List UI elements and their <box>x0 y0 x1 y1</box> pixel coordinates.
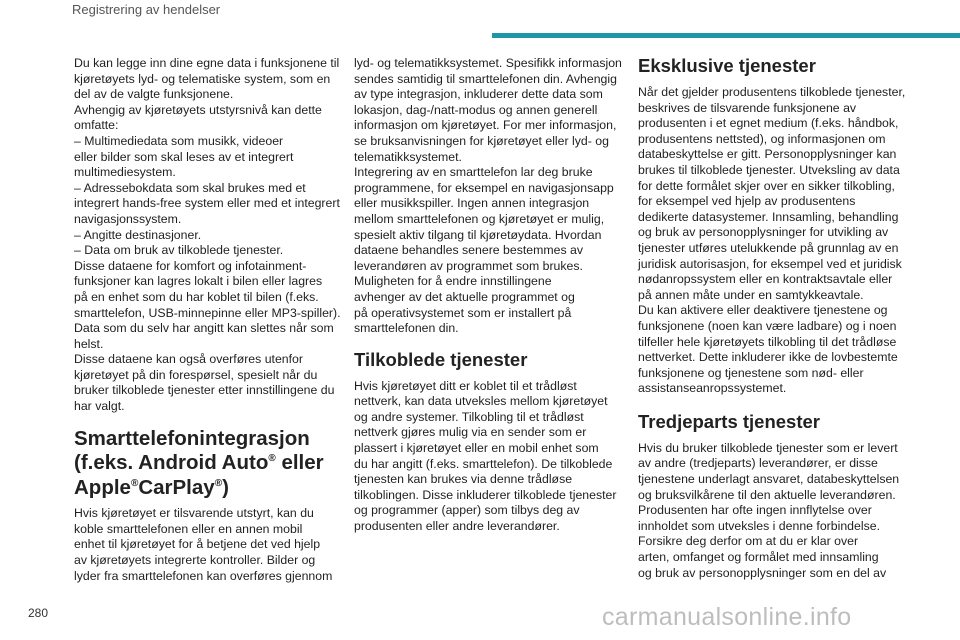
body-paragraph: Hvis kjøretøyet er tilsvarende utstyrt, kan du koble smarttelefonen eller en annen mobil enhet til kjøretøyet for å betjene det ved hjelp av kjøretøyets integrerte kontroller. Bilder og lyder fra smarttelefonen kan overføres gjennom <box>74 506 333 583</box>
heading-line <box>74 427 354 452</box>
registered-mark: ® <box>130 477 139 489</box>
heading-text: Smarttelefonintegrasjon <box>74 426 310 450</box>
body-paragraph: Du kan legge inn dine egne data i funksjonene til kjøretøyets lyd- og telematiske system, som en del av de valgte funksjonene. Avhengig av kjøretøyets utstyrsnivå kan dette omfatte: – Multimediedata som musikk, videoer eller bilder som skal leses av et integrert multimediesystem. – Adressebokdata som skal brukes med et integrert hands-free system eller med et integrert navigasjonssystem. – Angitte destinasjoner. – Data om bruk av tilkoblede tjenester. Disse dataene for komfort og infotainment- funksjoner kan lagres lokalt i bilen eller lagres på en enhet som du har koblet til bilen (f.eks. smarttelefon, USB-minnepinne eller MP3-spiller). Data som du selv har angitt kan slettes når som helst. Disse dataene kan også overføres utenfor kjøretøyet på din forespørsel, spesielt når du bruker tilkoblede tjenester etter innstillingene du har valgt. <box>74 56 341 414</box>
heading-line <box>74 476 354 501</box>
section-heading-exclusive <box>638 55 918 77</box>
heading-text: CarPlay <box>138 475 215 499</box>
heading-line <box>74 451 354 476</box>
registered-mark: ® <box>268 453 276 465</box>
body-paragraph: Hvis kjøretøyet ditt er koblet til et trådløst nettverk, kan data utveksles mellom kjøretøyet og andre systemer. Tilkobling til et trådløst nettverk gjøres mulig via en sender som er plassert i kjøretøyet eller en mobil enhet som du har angitt (f.eks. smarttelefon). De tilkoblede tjenesten kan brukes via denne trådløse tilkoblingen. Disse inkluderer tilkoblede tjenester og programmer (apper) som tilbys deg av produsenten eller andre leverandører. <box>354 378 617 534</box>
page-number: 280 <box>28 606 49 620</box>
running-header: Registrering av hendelser <box>72 2 221 17</box>
heading-text: Eksklusive tjenester <box>638 55 816 76</box>
heading-text: Apple <box>74 475 131 499</box>
heading-text: ) <box>222 475 229 499</box>
column-middle <box>354 56 628 535</box>
column-left <box>74 56 354 584</box>
heading-text: Tilkoblede tjenester <box>354 348 528 370</box>
heading-text: Tredjeparts tjenester <box>638 410 820 432</box>
column-right <box>638 56 918 581</box>
body-paragraph: Hvis du bruker tilkoblede tjenester som er levert av andre (tredjeparts) leverandører, er disse tjenestene underlagt ansvaret, databeskyttelsen og bruksvilkårene til den aktuelle leverandøren. Produsenten har ofte ingen innflytelse over innholdet som utveksles i denne forbindelse. Forsikre deg derfor om at du er klar over arten, omfanget og formålet med innsamling og bruk av personopplysninger som en del av <box>638 440 900 580</box>
registered-mark: ® <box>214 477 223 489</box>
heading-text: (f.eks. Android Auto <box>74 451 269 475</box>
body-paragraph: Når det gjelder produsentens tilkoblede tjenester, beskrives de tilsvarende funksjonene av produsenten i et egnet medium (f.eks. håndbok, produsentens nettsted), og informasjonen om databeskyttelse er gitt. Personopplysninger kan brukes til tilkoblede tjenester. Utveksling av data for dette formålet skjer over en sikker tilkobling, for eksempel ved hjelp av produsentens dedikerte datasystemer. Innsamling, behandling og bruk av personopplysninger for utvikling av tjenester utføres utelukkende på grunnlag av en juridisk autorisasjon, for eksempel ved et juridisk nødanropssystem eller en kontraktsavtale eller på annen måte under en samtykkeavtale. Du kan aktivere eller deaktivere tjenestene og funksjonene (noen kan være ladbare) og i noen tilfeller hele kjøretøyets tilkobling til det trådløse nettverket. Dette inkluderer ikke de lovbestemte funksjonene og tjenestene som nød- eller assistanseanropssystemet. <box>638 85 906 396</box>
section-heading-smartphone <box>74 427 354 501</box>
watermark: carmanualsonline.info <box>602 603 852 631</box>
section-heading-third-party <box>638 411 918 433</box>
heading-text: eller <box>275 451 324 475</box>
header-accent-bar <box>492 33 960 38</box>
section-heading-connected <box>354 349 628 371</box>
body-paragraph: lyd- og telematikksystemet. Spesifikk informasjon sendes samtidig til smarttelefonen din. Avhengig av type integrasjon, inkluderer dette data som lokasjon, dag-/natt-modus og annen generell informasjon om kjøretøyet. For mer informasjon, se bruksanvisningen for kjøretøyet eller lyd- og telematikksystemet. Integrering av en smarttelefon lar deg bruke programmene, for eksempel en navigasjonsapp eller musikkspiller. Ingen annen integrasjon mellom smarttelefonen og kjøretøyet er mulig, spesielt aktiv tilgang til kjøretøydata. Hvordan dataene behandles senere bestemmes av leverandøren av programmet som brukes. Muligheten for å endre innstillingene avhenger av det aktuelle programmet og på operativsystemet som er installert på smarttelefonen din. <box>354 56 622 336</box>
